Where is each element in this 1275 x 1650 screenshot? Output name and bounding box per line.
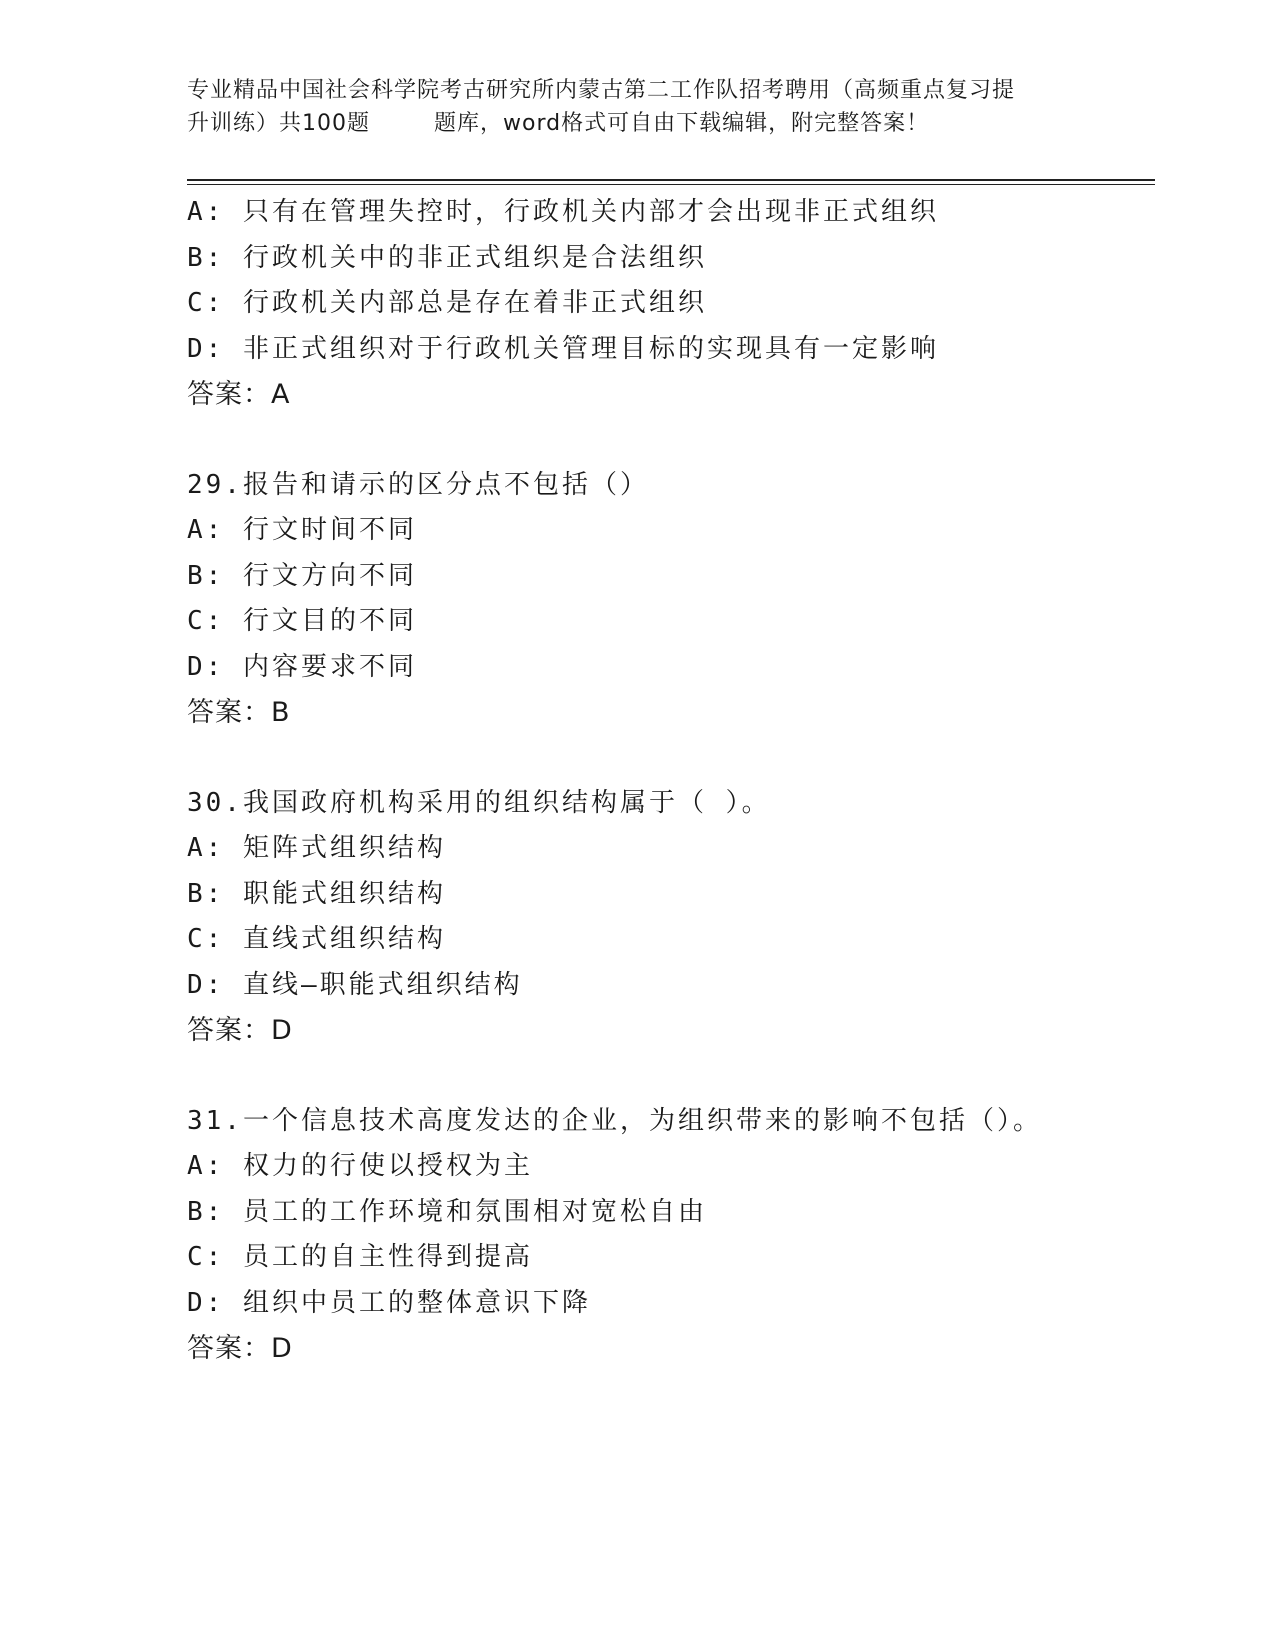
option-b: B: 员工的工作环境和氛围相对宽松自由 [187,1196,707,1227]
header-divider-thin [187,184,1155,185]
question-30 [187,781,1147,1054]
option-d: D: 组织中员工的整体意识下降 [187,1287,591,1318]
answer-line: 答案：B [187,697,291,728]
answer-line: 答案：D [187,1015,293,1046]
header-divider-thick [187,179,1155,181]
option-d: D: 直线—职能式组织结构 [187,969,523,1000]
option-b: B: 行文方向不同 [187,560,417,591]
option-c: C: 员工的自主性得到提高 [187,1242,533,1272]
header-line-2-part-2: 题库，word格式可自由下载编辑，附完整答案！ [434,111,930,136]
question-31 [187,1099,1147,1372]
option-d: D: 内容要求不同 [187,651,417,682]
option-b: B: 行政机关中的非正式组织是合法组织 [187,242,707,273]
option-c: C: 直线式组织结构 [187,924,446,954]
question-stem: 31.一个信息技术高度发达的企业，为组织带来的影响不包括（）。 [187,1105,1042,1136]
option-d: D: 非正式组织对于行政机关管理目标的实现具有一定影响 [187,333,939,364]
option-c: C: 行文目的不同 [187,606,417,636]
header-line-2-part-1: 升训练）共100题 [187,111,370,136]
question-stem: 30.我国政府机构采用的组织结构属于（ ）。 [187,787,771,818]
question-stem: 29.报告和请示的区分点不包括（） [187,469,649,500]
question-28-continued [187,190,1147,418]
document-header [187,74,1087,140]
option-a: A: 行文时间不同 [187,515,417,545]
option-a: A: 只有在管理失控时，行政机关内部才会出现非正式组织 [187,197,939,227]
answer-line: 答案：A [187,379,291,410]
header-line-2 [187,107,1087,140]
question-29 [187,463,1147,736]
option-b: B: 职能式组织结构 [187,878,446,909]
option-a: A: 矩阵式组织结构 [187,833,446,863]
answer-line: 答案：D [187,1333,293,1364]
option-a: A: 权力的行使以授权为主 [187,1151,533,1181]
question-list [187,190,1147,1372]
option-c: C: 行政机关内部总是存在着非正式组织 [187,288,707,318]
header-line-1: 专业精品中国社会科学院考古研究所内蒙古第二工作队招考聘用（高频重点复习提 [187,78,1016,103]
